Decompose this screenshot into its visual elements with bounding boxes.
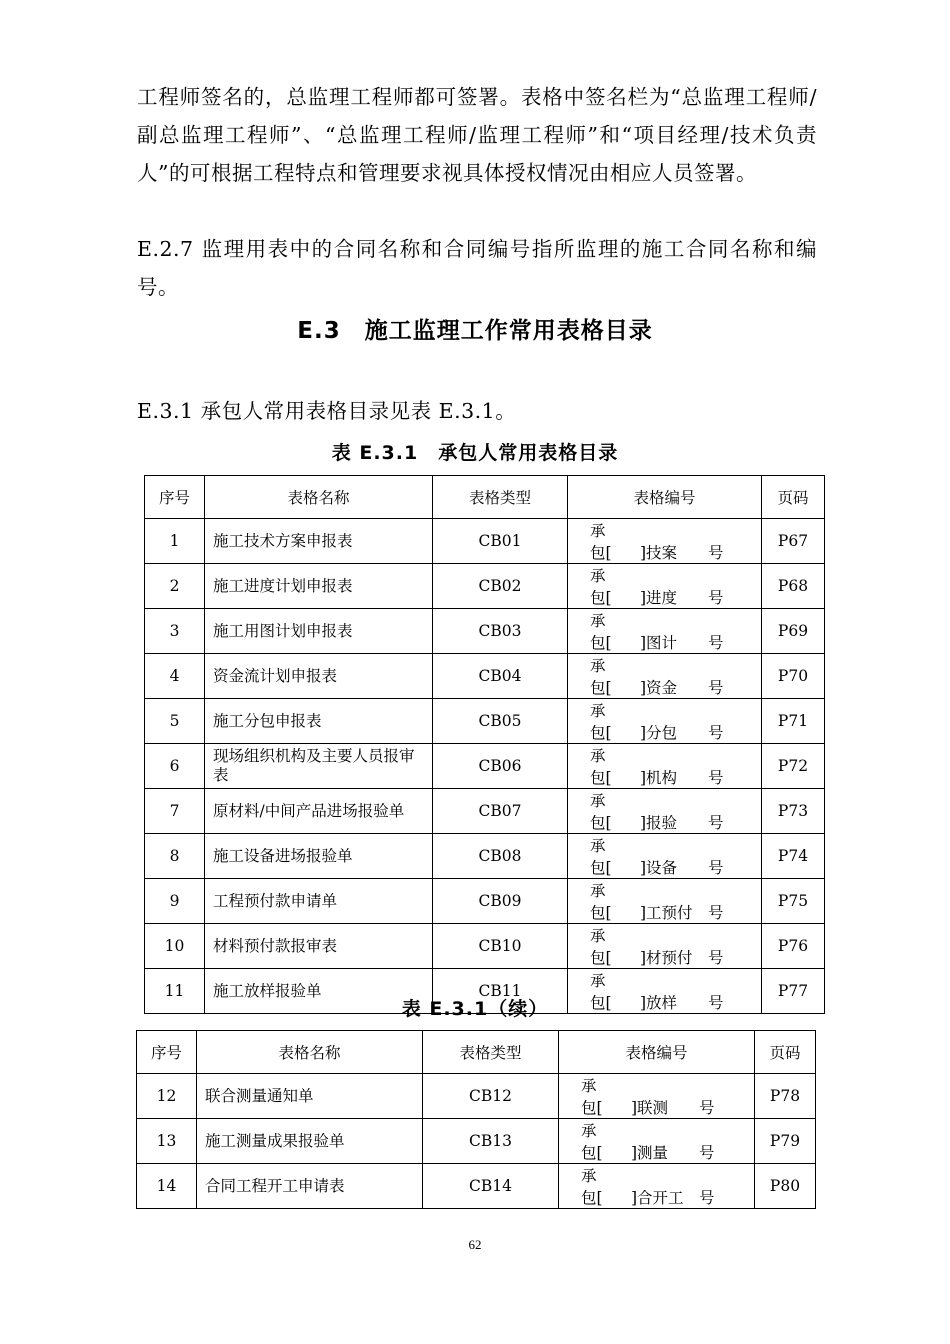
header-type: 表格类型 bbox=[433, 476, 568, 519]
cell-type: CB05 bbox=[433, 699, 568, 744]
cell-code bbox=[568, 699, 762, 744]
cell-code bbox=[559, 1074, 755, 1119]
cell-name: 施工测量成果报验单 bbox=[197, 1119, 423, 1164]
table-row bbox=[145, 879, 825, 924]
cell-no: 11 bbox=[145, 969, 205, 1014]
table-row bbox=[145, 924, 825, 969]
code-middle: ]联测 bbox=[631, 1099, 669, 1117]
header-page: 页码 bbox=[755, 1031, 816, 1074]
cell-code bbox=[568, 744, 762, 789]
cell-type: CB01 bbox=[433, 519, 568, 564]
cell-page: P77 bbox=[762, 969, 825, 1014]
cell-name: 施工放样报验单 bbox=[205, 969, 433, 1014]
code-middle: ]报验 bbox=[640, 814, 678, 832]
cell-no: 5 bbox=[145, 699, 205, 744]
table-row bbox=[145, 789, 825, 834]
code-prefix: 承包[ bbox=[581, 1122, 603, 1162]
cell-no: 13 bbox=[137, 1119, 197, 1164]
cell-page: P73 bbox=[762, 789, 825, 834]
cell-code bbox=[568, 609, 762, 654]
body-paragraph-signatures: 工程师签名的，总监理工程师都可签署。表格中签名栏为“总监理工程师/副总监理工程师”、“总监理工程师/监理工程师”和“项目经理/技术负责人”的可根据工程特点和管理要求视具体授权情况由相应人员签署。 bbox=[137, 85, 817, 185]
cell-name: 合同工程开工申请表 bbox=[197, 1164, 423, 1209]
code-middle: ]进度 bbox=[640, 589, 678, 607]
cell-page: P69 bbox=[762, 609, 825, 654]
section-heading: E.3 施工监理工作常用表格目录 bbox=[297, 318, 653, 344]
cell-no: 10 bbox=[145, 924, 205, 969]
cell-type: CB08 bbox=[433, 834, 568, 879]
code-suffix: 号 bbox=[708, 544, 724, 562]
cell-no: 7 bbox=[145, 789, 205, 834]
body-paragraph-e-3-1: E.3.1 承包人常用表格目录见表 E.3.1。 bbox=[137, 399, 517, 423]
cell-page: P74 bbox=[762, 834, 825, 879]
code-prefix: 承包[ bbox=[590, 837, 612, 877]
cell-name: 原材料/中间产品进场报验单 bbox=[205, 789, 433, 834]
cell-name: 施工设备进场报验单 bbox=[205, 834, 433, 879]
cell-no: 3 bbox=[145, 609, 205, 654]
code-suffix: 号 bbox=[708, 859, 724, 877]
cell-code bbox=[568, 834, 762, 879]
cell-type: CB04 bbox=[433, 654, 568, 699]
table-row bbox=[137, 1164, 816, 1209]
header-name: 表格名称 bbox=[197, 1031, 423, 1074]
cell-code bbox=[559, 1164, 755, 1209]
code-middle: ]技案 bbox=[640, 544, 678, 562]
cell-code bbox=[568, 789, 762, 834]
cell-name: 工程预付款申请单 bbox=[205, 879, 433, 924]
code-prefix: 承包[ bbox=[581, 1077, 603, 1117]
code-middle: ]测量 bbox=[631, 1144, 669, 1162]
cell-type: CB03 bbox=[433, 609, 568, 654]
code-suffix: 号 bbox=[708, 814, 724, 832]
cell-no: 12 bbox=[137, 1074, 197, 1119]
code-middle: ]放样 bbox=[640, 994, 678, 1012]
code-middle: ]材预付 bbox=[640, 949, 693, 967]
code-middle: ]工预付 bbox=[640, 904, 693, 922]
header-no: 序号 bbox=[145, 476, 205, 519]
cell-name: 现场组织机构及主要人员报审表 bbox=[205, 744, 433, 789]
table-caption-continued: 表 E.3.1（续） bbox=[401, 998, 549, 1020]
table-row bbox=[145, 744, 825, 789]
cell-code bbox=[568, 564, 762, 609]
table-row bbox=[145, 519, 825, 564]
code-middle: ]图计 bbox=[640, 634, 678, 652]
cell-code bbox=[568, 519, 762, 564]
code-prefix: 承包[ bbox=[590, 567, 612, 607]
header-type: 表格类型 bbox=[423, 1031, 559, 1074]
body-paragraph-e-2-7: E.2.7 监理用表中的合同名称和合同编号指所监理的施工合同名称和编号。 bbox=[137, 237, 817, 299]
cell-no: 1 bbox=[145, 519, 205, 564]
cell-page: P71 bbox=[762, 699, 825, 744]
cell-type: CB07 bbox=[433, 789, 568, 834]
cell-code bbox=[568, 654, 762, 699]
cell-page: P76 bbox=[762, 924, 825, 969]
code-suffix: 号 bbox=[708, 724, 724, 742]
header-code: 表格编号 bbox=[559, 1031, 755, 1074]
cell-name: 联合测量通知单 bbox=[197, 1074, 423, 1119]
header-name: 表格名称 bbox=[205, 476, 433, 519]
cell-page: P78 bbox=[755, 1074, 816, 1119]
code-suffix: 号 bbox=[708, 949, 724, 967]
table-row bbox=[145, 609, 825, 654]
cell-no: 14 bbox=[137, 1164, 197, 1209]
cell-type: CB06 bbox=[433, 744, 568, 789]
code-suffix: 号 bbox=[708, 904, 724, 922]
cell-code bbox=[559, 1119, 755, 1164]
code-middle: ]资金 bbox=[640, 679, 678, 697]
code-prefix: 承包[ bbox=[590, 972, 612, 1012]
table-header-row bbox=[137, 1031, 816, 1074]
cell-type: CB10 bbox=[433, 924, 568, 969]
table-caption: 表 E.3.1 承包人常用表格目录 bbox=[331, 442, 619, 464]
header-no: 序号 bbox=[137, 1031, 197, 1074]
code-suffix: 号 bbox=[699, 1144, 715, 1162]
contractor-forms-table-continued bbox=[136, 1030, 816, 1209]
cell-no: 9 bbox=[145, 879, 205, 924]
code-prefix: 承包[ bbox=[590, 747, 612, 787]
cell-name: 施工技术方案申报表 bbox=[205, 519, 433, 564]
table-row bbox=[145, 834, 825, 879]
cell-code bbox=[568, 879, 762, 924]
cell-page: P67 bbox=[762, 519, 825, 564]
cell-no: 6 bbox=[145, 744, 205, 789]
code-middle: ]分包 bbox=[640, 724, 678, 742]
code-prefix: 承包[ bbox=[590, 927, 612, 967]
table-row bbox=[137, 1119, 816, 1164]
table-header-row bbox=[145, 476, 825, 519]
code-suffix: 号 bbox=[708, 634, 724, 652]
code-suffix: 号 bbox=[699, 1099, 715, 1117]
cell-page: P72 bbox=[762, 744, 825, 789]
contractor-forms-table bbox=[144, 475, 825, 1014]
header-page: 页码 bbox=[762, 476, 825, 519]
cell-no: 4 bbox=[145, 654, 205, 699]
code-prefix: 承包[ bbox=[581, 1167, 603, 1207]
cell-page: P70 bbox=[762, 654, 825, 699]
code-middle: ]合开工 bbox=[631, 1189, 684, 1207]
table-row bbox=[145, 654, 825, 699]
code-middle: ]设备 bbox=[640, 859, 678, 877]
code-prefix: 承包[ bbox=[590, 882, 612, 922]
cell-type: CB14 bbox=[423, 1164, 559, 1209]
cell-type: CB11 bbox=[433, 969, 568, 1014]
cell-name: 施工用图计划申报表 bbox=[205, 609, 433, 654]
code-prefix: 承包[ bbox=[590, 702, 612, 742]
cell-no: 8 bbox=[145, 834, 205, 879]
code-suffix: 号 bbox=[708, 769, 724, 787]
cell-page: P79 bbox=[755, 1119, 816, 1164]
cell-name: 施工分包申报表 bbox=[205, 699, 433, 744]
header-code: 表格编号 bbox=[568, 476, 762, 519]
code-prefix: 承包[ bbox=[590, 657, 612, 697]
cell-no: 2 bbox=[145, 564, 205, 609]
code-suffix: 号 bbox=[699, 1189, 715, 1207]
code-prefix: 承包[ bbox=[590, 522, 612, 562]
cell-code bbox=[568, 924, 762, 969]
page-number: 62 bbox=[468, 1237, 482, 1252]
cell-type: CB02 bbox=[433, 564, 568, 609]
cell-type: CB12 bbox=[423, 1074, 559, 1119]
cell-type: CB13 bbox=[423, 1119, 559, 1164]
table-row bbox=[145, 564, 825, 609]
table-row bbox=[145, 699, 825, 744]
cell-page: P75 bbox=[762, 879, 825, 924]
cell-name: 材料预付款报审表 bbox=[205, 924, 433, 969]
table-row bbox=[137, 1074, 816, 1119]
code-suffix: 号 bbox=[708, 679, 724, 697]
cell-page: P80 bbox=[755, 1164, 816, 1209]
code-suffix: 号 bbox=[708, 994, 724, 1012]
cell-name: 施工进度计划申报表 bbox=[205, 564, 433, 609]
code-middle: ]机构 bbox=[640, 769, 678, 787]
cell-name: 资金流计划申报表 bbox=[205, 654, 433, 699]
code-prefix: 承包[ bbox=[590, 612, 612, 652]
cell-type: CB09 bbox=[433, 879, 568, 924]
cell-page: P68 bbox=[762, 564, 825, 609]
code-prefix: 承包[ bbox=[590, 792, 612, 832]
code-suffix: 号 bbox=[708, 589, 724, 607]
